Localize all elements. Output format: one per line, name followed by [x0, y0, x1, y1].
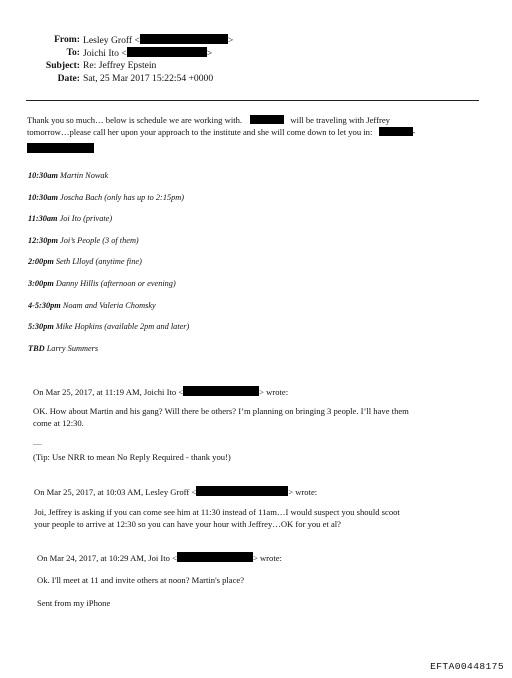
intro-text-b: will be traveling with Jeffrey: [290, 115, 390, 125]
from-close: >: [227, 35, 234, 46]
reply2-wrote: > wrote:: [288, 487, 318, 497]
subject-value: Re: Jeffrey Epstein: [83, 60, 157, 71]
reply2-header: [34, 486, 317, 497]
from-label: From:: [54, 34, 80, 45]
reply2-line-2: your people to arrive at 12:30 so you can have your hour with Jeffrey…OK for you et al?: [34, 519, 341, 529]
date-label: Date:: [57, 73, 80, 84]
redaction-box: [177, 552, 253, 562]
redaction-box: [196, 486, 288, 496]
redaction-box: [127, 47, 207, 57]
intro-text-c: tomorrow…please call her upon your approach to the institute and she will come down to let you in:: [27, 127, 373, 137]
signature-dash: —: [33, 438, 42, 448]
schedule-item: [28, 322, 189, 331]
schedule-time: 11:30am: [28, 214, 58, 224]
schedule-item: [28, 193, 184, 202]
redaction-box: [250, 115, 284, 124]
reply3-line-2: Sent from my iPhone: [37, 598, 111, 608]
schedule-item: [28, 236, 139, 245]
schedule-item: [28, 257, 142, 266]
date-value: Sat, 25 Mar 2017 15:22:54 +0000: [83, 73, 214, 84]
to-row: [0, 47, 512, 59]
schedule-time: 3:00pm: [28, 279, 54, 288]
to-close: >: [206, 48, 213, 59]
subject-row: [0, 60, 512, 72]
schedule-item: [28, 301, 156, 310]
schedule-time: 10:30am: [28, 192, 58, 202]
schedule-desc: Noam and Valeria Chomsky: [62, 300, 156, 310]
from-value: Lesley Groff <: [83, 35, 140, 46]
schedule-time: 12:30pm: [28, 235, 58, 245]
schedule-time: 5:30pm: [28, 322, 54, 332]
schedule-desc: Danny Hillis (afternoon or evening): [55, 279, 176, 288]
reply2-header-text: On Mar 25, 2017, at 10:03 AM, Lesley Groff <: [34, 487, 197, 497]
intro-text-a: Thank you so much… below is schedule we are working with.: [27, 115, 243, 125]
schedule-time: TBD: [28, 343, 45, 353]
schedule-time: 2:00pm: [28, 257, 54, 267]
reply3-wrote: > wrote:: [252, 553, 282, 563]
schedule-time: 4-5:30pm: [28, 300, 61, 310]
reply3-line-1: Ok. I'll meet at 11 and invite others at noon? Martin's place?: [37, 575, 245, 585]
redaction-box: [379, 127, 413, 136]
reply3-header: [37, 552, 282, 563]
to-value: Joichi Ito <: [83, 48, 127, 59]
intro-line-3: [27, 139, 94, 157]
document-id: EFTA00448175: [430, 661, 504, 672]
intro-line-2: [27, 126, 415, 138]
schedule-desc: Joscha Bach (only has up to 2:15pm): [60, 192, 185, 202]
intro-line-1: [27, 114, 390, 126]
date-row: [0, 73, 512, 85]
to-label: To:: [66, 47, 80, 58]
subject-label: Subject:: [45, 60, 80, 71]
schedule-time: 10:30am: [28, 171, 58, 180]
schedule-desc: Joi Ito (private): [59, 214, 113, 224]
redaction-box: [183, 386, 259, 396]
reply1-wrote: > wrote:: [259, 387, 289, 397]
schedule-desc: Joi’s People (3 of them): [60, 235, 139, 245]
schedule-item: [28, 214, 112, 223]
schedule-desc: Larry Summers: [46, 343, 99, 353]
schedule-item: [28, 171, 108, 180]
schedule-desc: Martin Nowak: [60, 171, 109, 180]
redaction-box: [140, 34, 228, 44]
schedule-desc: Mike Hopkins (available 2pm and later): [55, 322, 190, 332]
intro-dash: -: [412, 127, 416, 137]
reply1-header: [33, 386, 288, 397]
header-divider: [26, 100, 479, 101]
from-row: [0, 34, 512, 46]
schedule-desc: Seth Llloyd (anytime fine): [55, 257, 142, 267]
reply1-tip: (Tip: Use NRR to mean No Reply Required - thank you!): [33, 452, 231, 462]
reply1-line-1: OK. How about Martin and his gang? Will there be others? I’m planning on bringing 3 people. I’ll have them: [33, 406, 409, 416]
reply2-line-1: Joi, Jeffrey is asking if you can come see him at 11:30 instead of 11am…I would suspect you should scoot: [34, 507, 400, 517]
schedule-item: [28, 344, 98, 353]
reply1-line-2: come at 12:30.: [33, 418, 84, 428]
schedule-item: [28, 279, 176, 288]
reply3-header-text: On Mar 24, 2017, at 10:29 AM, Joi Ito <: [37, 553, 177, 563]
reply1-header-text: On Mar 25, 2017, at 11:19 AM, Joichi Ito <: [33, 387, 184, 397]
redaction-box: [27, 143, 94, 153]
